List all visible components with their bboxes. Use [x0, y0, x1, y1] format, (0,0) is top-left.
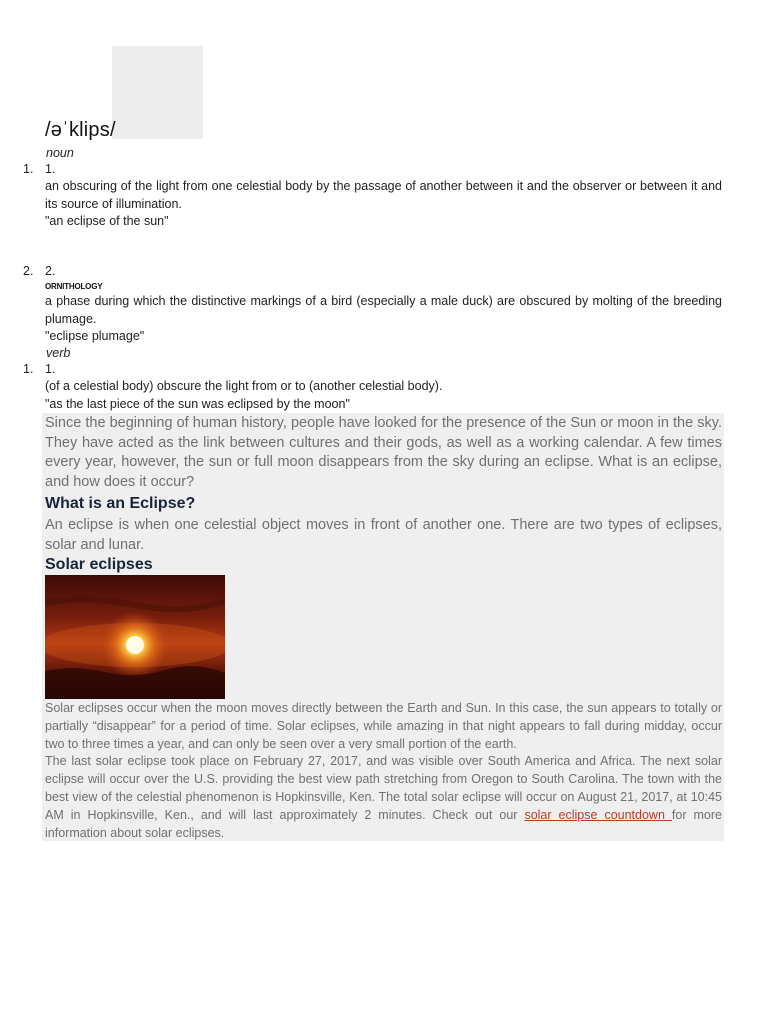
- sense-number: 1.: [45, 162, 56, 176]
- solar-eclipse-photo: [45, 575, 225, 699]
- pronunciation: /əˈklips/: [45, 119, 116, 141]
- paragraph-text: The last solar eclipse took place on February 27, 2017, and was visible over South America and Africa. The next solar eclipse will occur over the U.S. providing the best view path stretching from Oregon to South Carolina. The town with the best view of the celestial phenomenon is Hopkinsville, Ken. The total solar eclipse will occur on August 21, 2017, at 10:45 AM in Hopkinsville, Ken., and will last approximately 2 minutes. Check out our: [45, 754, 722, 822]
- definition-example: "an eclipse of the sun": [45, 214, 169, 228]
- solar-eclipse-countdown-link[interactable]: solar eclipse countdown: [524, 807, 672, 822]
- sense-number: 2.: [45, 264, 56, 278]
- definition-text: (of a celestial body) obscure the light from or to (another celestial body).: [45, 379, 443, 393]
- article-intro: Since the beginning of human history, people have looked for the presence of the Sun or moon in the sky. They have acted as the link between cultures and their gods, as well as a working calendar. A few times every year, however, the sun or full moon disappears from the sky during an eclipse. What is an eclipse, and how does it occur?: [45, 415, 722, 490]
- definition-example: "eclipse plumage": [45, 329, 145, 343]
- definition-text: an obscuring of the light from one celestial body by the passage of another between it and the observer or between it and its source of illumination.: [45, 179, 722, 211]
- sense-number: 1.: [45, 362, 56, 376]
- list-number: 1.: [23, 362, 34, 376]
- article-paragraph: An eclipse is when one celestial object moves in front of another one. There are two types of eclipses, solar and lunar.: [45, 517, 722, 553]
- domain-label: ORNITHOLOGY: [45, 282, 103, 291]
- definition-example: "as the last piece of the sun was eclipsed by the moon": [45, 397, 350, 411]
- article-paragraph-last-eclipse: [45, 753, 722, 843]
- part-of-speech-noun: noun: [46, 146, 74, 160]
- paragraph-text: for more information about solar eclipses.: [45, 807, 722, 840]
- heading-solar-eclipses: Solar eclipses: [45, 556, 153, 573]
- heading-what-is-eclipse: What is an Eclipse?: [45, 495, 196, 512]
- list-number: 2.: [23, 264, 34, 278]
- list-number: 1.: [23, 162, 34, 176]
- definition-text: a phase during which the distinctive markings of a bird (especially a male duck) are obscured by molting of the breeding plumage.: [45, 294, 722, 326]
- image-placeholder: [112, 46, 203, 139]
- part-of-speech-verb: verb: [46, 346, 71, 360]
- article-paragraph: Solar eclipses occur when the moon moves directly between the Earth and Sun. In this case, the sun appears to totally or partially “disappear” for a period of time. Solar eclipses, while amazing in that night appears to fall during midday, occur two to three times a year, and can only be seen over a very small portion of the earth.: [45, 701, 722, 751]
